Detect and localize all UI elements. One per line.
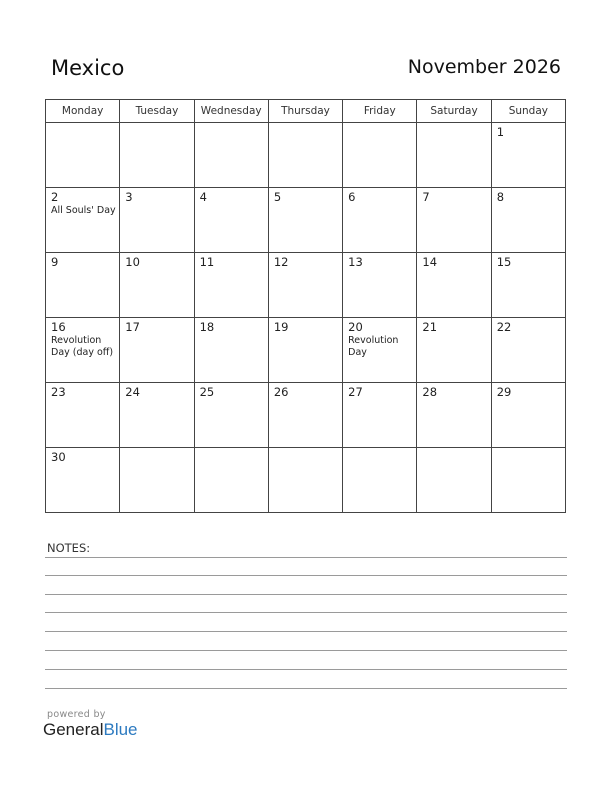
- day-cell: [46, 253, 120, 318]
- day-cell: [268, 318, 342, 383]
- day-number: 18: [199, 320, 215, 334]
- day-cell: [46, 188, 120, 253]
- day-cell: [417, 383, 491, 448]
- notes-line: [45, 557, 567, 558]
- day-number: 10: [125, 255, 140, 269]
- day-cell: [343, 383, 417, 448]
- powered-by-text: powered by: [47, 709, 106, 720]
- notes-line: [45, 669, 567, 670]
- notes-line: [45, 594, 567, 595]
- day-number: 3: [125, 190, 133, 204]
- holiday-label: Revolution Day: [348, 335, 399, 358]
- day-number: 17: [125, 320, 140, 334]
- day-number: 9: [51, 255, 59, 269]
- day-number: 27: [348, 385, 363, 399]
- weekday-header: Saturday: [417, 100, 491, 123]
- day-cell: [194, 188, 268, 253]
- day-number: 11: [199, 255, 215, 269]
- day-cell: [120, 123, 194, 188]
- weekday-header: Monday: [46, 100, 120, 123]
- day-cell: [417, 123, 491, 188]
- holiday-label: All Souls' Day: [51, 205, 116, 216]
- day-cell: [194, 253, 268, 318]
- day-number: 12: [273, 255, 289, 269]
- week-row: [46, 448, 566, 513]
- day-cell: [194, 383, 268, 448]
- weekday-header: Thursday: [268, 100, 342, 123]
- day-cell: [194, 318, 268, 383]
- day-cell: [120, 448, 194, 513]
- day-cell: [120, 253, 194, 318]
- day-cell: [46, 448, 120, 513]
- day-cell: [120, 318, 194, 383]
- day-number: 21: [422, 320, 438, 334]
- day-number: 14: [422, 255, 438, 269]
- day-cell: [417, 188, 491, 253]
- day-number: 15: [496, 255, 512, 269]
- holiday-label: Revolution Day (day off): [51, 335, 114, 358]
- weekday-header-row: [46, 100, 566, 123]
- day-number: 13: [348, 255, 363, 269]
- day-number: 22: [496, 320, 512, 334]
- day-number: 29: [496, 385, 512, 399]
- weekday-header: Tuesday: [120, 100, 194, 123]
- day-number: 23: [51, 385, 66, 399]
- country-title: Mexico: [51, 56, 125, 80]
- day-number: 8: [496, 190, 505, 204]
- day-number: 2: [51, 190, 59, 204]
- notes-line: [45, 575, 567, 576]
- brand-logo: [43, 720, 138, 740]
- day-cell: [417, 448, 491, 513]
- brand-general: General: [43, 720, 104, 739]
- day-number: 1: [496, 125, 505, 139]
- notes-line: [45, 650, 567, 651]
- day-cell: [417, 253, 491, 318]
- day-cell: [194, 123, 268, 188]
- day-number: 19: [273, 320, 289, 334]
- day-number: 16: [51, 320, 66, 334]
- notes-line: [45, 612, 567, 613]
- day-cell: [268, 383, 342, 448]
- day-cell: [46, 123, 120, 188]
- day-cell: [343, 448, 417, 513]
- day-cell: [120, 188, 194, 253]
- day-cell: [343, 123, 417, 188]
- day-number: 24: [125, 385, 140, 399]
- month-title: November 2026: [407, 56, 561, 78]
- day-cell: [194, 448, 268, 513]
- week-row: [46, 123, 566, 188]
- day-number: 4: [199, 190, 207, 204]
- day-cell: [268, 253, 342, 318]
- day-number: 20: [348, 320, 363, 334]
- day-number: 30: [51, 450, 66, 464]
- week-row: [46, 383, 566, 448]
- weekday-header: Friday: [343, 100, 417, 123]
- day-cell: [46, 318, 120, 383]
- day-cell: [491, 318, 565, 383]
- brand-blue: Blue: [103, 720, 138, 739]
- day-number: 5: [273, 190, 282, 204]
- day-cell: [120, 383, 194, 448]
- day-cell: [491, 448, 565, 513]
- day-number: 25: [199, 385, 215, 399]
- day-cell: [491, 123, 565, 188]
- day-number: 6: [348, 190, 356, 204]
- day-cell: [343, 253, 417, 318]
- day-cell: [343, 188, 417, 253]
- day-cell: [491, 383, 565, 448]
- notes-label: NOTES:: [47, 541, 91, 555]
- week-row: [46, 188, 566, 253]
- day-number: 28: [422, 385, 438, 399]
- day-cell: [491, 188, 565, 253]
- weekday-header: Wednesday: [194, 100, 268, 123]
- day-cell: [268, 448, 342, 513]
- calendar-grid: [45, 99, 566, 513]
- day-cell: [417, 318, 491, 383]
- weekday-header: Sunday: [491, 100, 565, 123]
- day-number: 26: [273, 385, 289, 399]
- day-cell: [268, 188, 342, 253]
- notes-line: [45, 688, 567, 689]
- week-row: [46, 318, 566, 383]
- day-number: 7: [422, 190, 430, 204]
- day-cell: [268, 123, 342, 188]
- day-cell: [46, 383, 120, 448]
- week-row: [46, 253, 566, 318]
- notes-line: [45, 631, 567, 632]
- day-cell: [491, 253, 565, 318]
- day-cell: [343, 318, 417, 383]
